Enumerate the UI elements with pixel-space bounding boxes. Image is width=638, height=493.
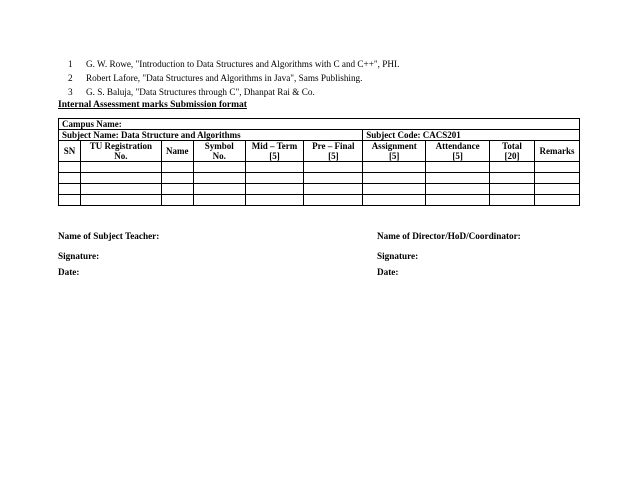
- header-line: Pre – Final: [312, 141, 355, 151]
- empty-cell: [80, 173, 161, 184]
- empty-cell: [59, 162, 81, 173]
- assessment-table: [58, 118, 580, 206]
- reference-number: 3: [68, 87, 73, 97]
- empty-cell: [363, 184, 426, 195]
- col-header-tu-registration: [80, 141, 161, 162]
- col-header-name: Name: [161, 141, 193, 162]
- header-line: TU Registration: [89, 141, 152, 151]
- empty-cell: [426, 184, 490, 195]
- empty-cell: [80, 184, 161, 195]
- header-line: No.: [212, 151, 226, 161]
- empty-cell: [304, 173, 363, 184]
- header-line: [5]: [452, 151, 463, 161]
- table-row: [59, 195, 580, 206]
- teacher-date-label: Date:: [58, 267, 80, 277]
- table-row: [59, 184, 580, 195]
- empty-cell: [193, 195, 245, 206]
- empty-cell: [304, 162, 363, 173]
- empty-cell: [193, 162, 245, 173]
- empty-cell: [161, 184, 193, 195]
- col-header-mid-term: [245, 141, 304, 162]
- reference-text: G. S. Baluja, "Data Structures through C", Dhanpat Rai & Co.: [86, 87, 315, 97]
- empty-cell: [534, 162, 579, 173]
- empty-cell: [80, 162, 161, 173]
- col-header-sn: SN: [59, 141, 81, 162]
- empty-cell: [59, 195, 81, 206]
- empty-cell: [80, 195, 161, 206]
- empty-cell: [59, 173, 81, 184]
- table-row: [59, 173, 580, 184]
- blank-rows: [59, 162, 580, 206]
- reference-item: [68, 85, 399, 99]
- col-header-pre-final: [304, 141, 363, 162]
- empty-cell: [193, 184, 245, 195]
- subject-teacher-label: Name of Subject Teacher:: [58, 231, 160, 241]
- empty-cell: [426, 162, 490, 173]
- reference-item: [68, 71, 399, 85]
- header-line: Attendance: [435, 141, 480, 151]
- reference-text: Robert Lafore, "Data Structures and Algorithms in Java", Sams Publishing.: [86, 73, 363, 83]
- header-line: No.: [114, 151, 128, 161]
- header-line: [5]: [328, 151, 339, 161]
- empty-cell: [193, 173, 245, 184]
- empty-cell: [245, 184, 304, 195]
- table-row: [59, 162, 580, 173]
- empty-cell: [245, 173, 304, 184]
- header-line: [5]: [388, 151, 400, 161]
- director-date-label: Date:: [377, 267, 399, 277]
- header-line: Total: [502, 141, 522, 151]
- empty-cell: [490, 173, 535, 184]
- empty-cell: [490, 162, 535, 173]
- empty-cell: [245, 162, 304, 173]
- empty-cell: [490, 195, 535, 206]
- empty-cell: [363, 195, 426, 206]
- empty-cell: [304, 184, 363, 195]
- col-header-total: [490, 141, 535, 162]
- subject-code-cell: Subject Code: CACS201: [363, 130, 580, 141]
- empty-cell: [426, 195, 490, 206]
- empty-cell: [534, 173, 579, 184]
- empty-cell: [59, 184, 81, 195]
- empty-cell: [161, 195, 193, 206]
- empty-cell: [426, 173, 490, 184]
- campus-name-cell: Campus Name:: [59, 119, 580, 130]
- director-signature-label: Signature:: [377, 251, 419, 261]
- reference-number: 2: [68, 73, 73, 83]
- empty-cell: [161, 162, 193, 173]
- empty-cell: [304, 195, 363, 206]
- col-header-symbol: [193, 141, 245, 162]
- reference-text: G. W. Rowe, "Introduction to Data Structures and Algorithms with C and C++", PHI.: [86, 59, 400, 69]
- director-label: Name of Director/HoD/Coordinator:: [377, 231, 521, 241]
- reference-item: [68, 57, 399, 71]
- col-header-remarks: Remarks: [534, 141, 579, 162]
- empty-cell: [161, 173, 193, 184]
- teacher-signature-label: Signature:: [58, 251, 100, 261]
- header-line: Symbol: [204, 141, 234, 151]
- section-title: Internal Assessment marks Submission format: [58, 100, 247, 110]
- header-line: [5]: [269, 151, 280, 161]
- empty-cell: [363, 162, 426, 173]
- header-line: Assignment: [371, 141, 417, 151]
- subject-name-cell: Subject Name: Data Structure and Algorithms: [59, 130, 363, 141]
- empty-cell: [245, 195, 304, 206]
- reference-number: 1: [68, 59, 73, 69]
- empty-cell: [534, 195, 579, 206]
- header-line: Mid – Term: [251, 141, 298, 151]
- empty-cell: [534, 184, 579, 195]
- col-header-assignment: [363, 141, 426, 162]
- col-header-attendance: [426, 141, 490, 162]
- header-line: [20]: [504, 151, 520, 161]
- empty-cell: [363, 173, 426, 184]
- reference-list: [68, 57, 399, 99]
- empty-cell: [490, 184, 535, 195]
